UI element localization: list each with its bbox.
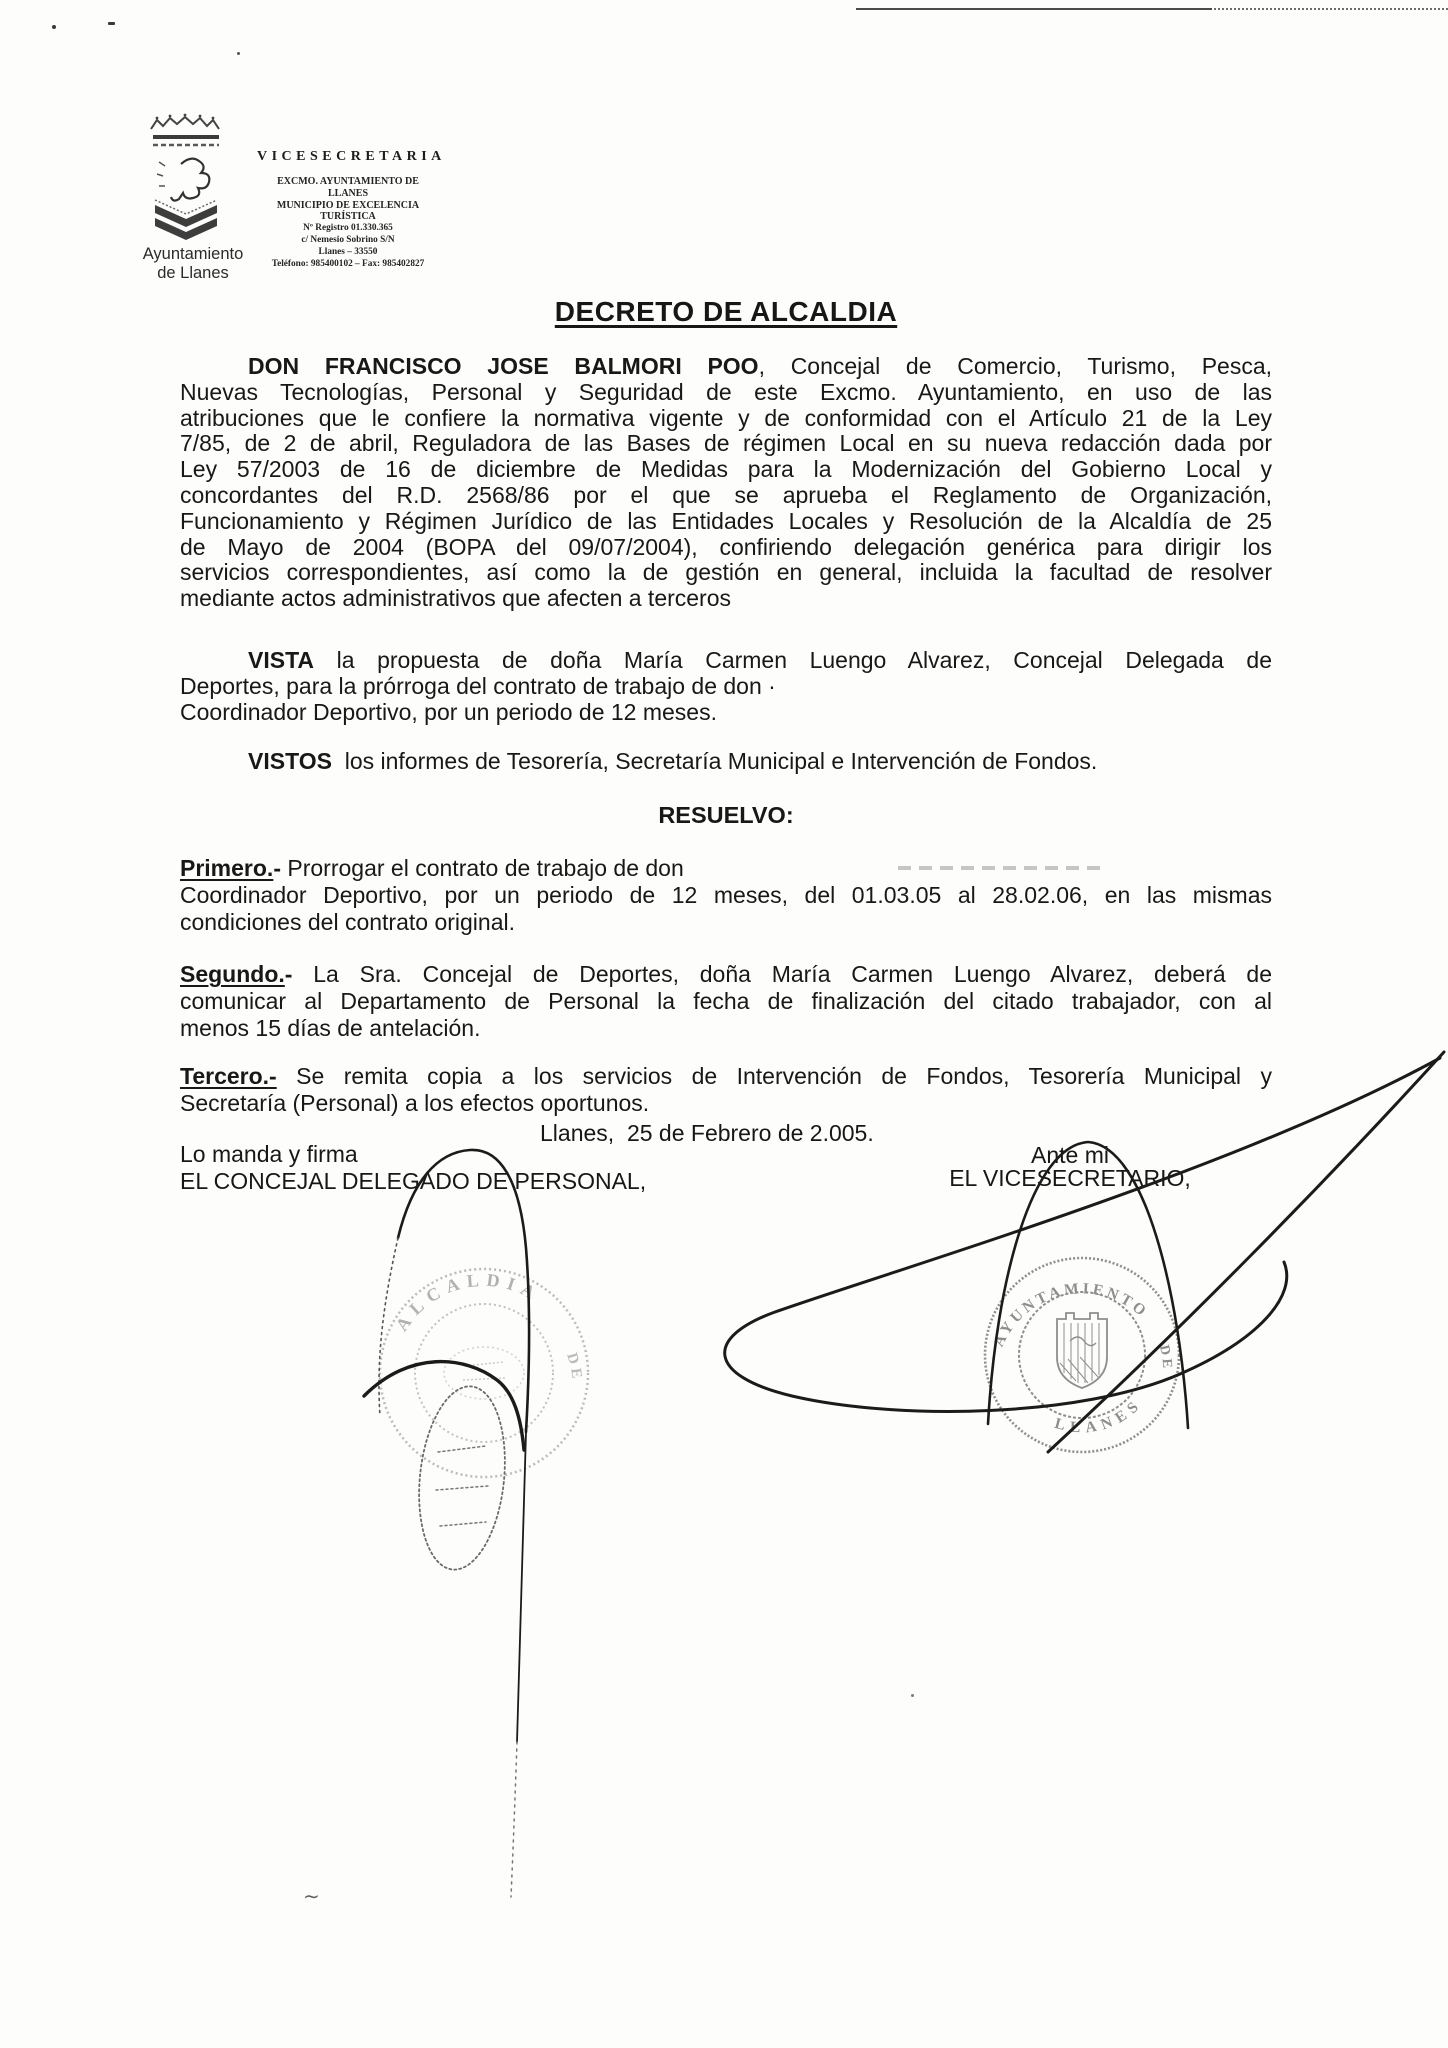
tercero-lead: Tercero.- (180, 1063, 277, 1089)
letterhead-line: Nº Registro 01.330.365 (303, 223, 393, 234)
department-title: VICESECRETARIA (257, 149, 446, 164)
don-label: DON (248, 353, 325, 379)
vista-line: VISTA la propuesta de doña María Carmen Luengo Alvarez, Concejal Delegada de (248, 647, 1272, 673)
signoff-left-line1: Lo manda y firma (180, 1141, 358, 1167)
logo-caption (133, 245, 253, 283)
chevrons-icon (155, 200, 217, 240)
preamble-paragraph (180, 354, 1272, 612)
primero-line: Primero.- Prorrogar el contrato de trabajo de don (180, 855, 684, 881)
segundo-line: comunicar al Departamento de Personal la fecha de finalización del citado trabajador, con al (180, 988, 1272, 1014)
signoff-right-line1: Ante mi (1031, 1142, 1109, 1168)
primero-line: condiciones del contrato original. (180, 909, 515, 935)
svg-text:ALCALDIA (392, 1270, 545, 1335)
signoff-right-block (915, 1144, 1225, 1189)
segundo-line: menos 15 días de antelación. (180, 1015, 481, 1041)
logo-caption-line1: Ayuntamiento (142, 245, 244, 263)
vista-lead: VISTA (248, 647, 315, 673)
tercero-paragraph (180, 1063, 1272, 1117)
vista-paragraph (180, 648, 1272, 725)
resuelvo-heading: RESUELVO: (658, 802, 794, 828)
stamp-text: DE (1156, 1343, 1175, 1372)
scan-edge-line (856, 8, 1212, 10)
preamble-line: servicios correspondientes, así como la de gestión en general, incluida la facultad de resolver (180, 559, 1272, 586)
segundo-lead: Segundo. (180, 961, 285, 987)
scan-speck (52, 25, 56, 29)
signoff-right-line2: EL VICESECRETARIO, (949, 1164, 1191, 1191)
scan-speck (911, 1694, 914, 1697)
document-title: DECRETO DE ALCALDIA (554, 296, 898, 327)
vista-line: Deportes, para la prórroga del contrato de trabajo de don · (180, 672, 776, 699)
svg-text:DE (563, 1351, 585, 1383)
vistos-paragraph (180, 749, 1272, 775)
letterhead-address-block (250, 176, 446, 270)
scan-tilde-mark: ∼ (303, 1886, 320, 1908)
vistos-lead: VISTOS (248, 748, 332, 774)
tercero-line: Tercero.- Se remita copia a los servicios de Intervención de Fondos, Tesorería Municipal y (180, 1063, 1272, 1089)
ayuntamiento-round-stamp (972, 1245, 1192, 1465)
preamble-line: 7/85, de 2 de abril, Reguladora de las Bases de régimen Local en su nueva redacción dada por (180, 430, 1272, 457)
stamp-text: ALCALDIA (391, 1269, 545, 1335)
primero-paragraph (180, 855, 1272, 936)
letterhead-line: EXCMO. AYUNTAMIENTO DE (277, 176, 419, 187)
signoff-left-line2: EL CONCEJAL DELEGADO DE PERSONAL, (180, 1167, 647, 1194)
lion-icon (157, 159, 209, 201)
shield-bars-icon (153, 135, 219, 145)
stamp-text: DE (563, 1351, 585, 1384)
letterhead-line: TURÍSTICA (320, 211, 376, 223)
preamble-line: atribuciones que le confiere la normativa vigente y de conformidad con el Artículo 21 de la Ley (180, 404, 1272, 431)
stamp-shield-icon (1057, 1313, 1107, 1388)
primero-lead: Primero. (180, 855, 274, 881)
letterhead-line: Llanes – 33550 (318, 246, 378, 257)
preamble-line: mediante actos administrativos que afecten a terceros (180, 585, 732, 612)
alcaldia-round-stamp (369, 1258, 599, 1488)
scan-edge-line-dotted (1210, 8, 1448, 10)
coat-of-arms-logo (145, 112, 240, 247)
signoff-left-block (180, 1141, 646, 1194)
letterhead-line: LLANES (327, 187, 368, 199)
dateline: Llanes, 25 de Febrero de 2.005. (540, 1120, 874, 1146)
left-signature-tail-fade (511, 1742, 517, 1897)
primero-line: Coordinador Deportivo, por un periodo de 12 meses, del 01.03.05 al 28.02.06, en las mismas (180, 882, 1272, 908)
preamble-line: de Mayo de 2004 (BOPA del 09/07/2004), confiriendo delegación genérica para dirigir los (180, 533, 1272, 560)
stamp-text: LLANES (1052, 1394, 1147, 1437)
signer-name: FRANCISCO JOSE BALMORI POO (324, 353, 759, 379)
svg-text:DE (1156, 1344, 1174, 1372)
preamble-line: DON FRANCISCO JOSE BALMORI POO, Concejal de Comercio, Turismo, Pesca, (248, 353, 1273, 379)
vista-line: Coordinador Deportivo, por un periodo de 12 meses. (180, 698, 717, 725)
preamble-line: Ley 57/2003 de 16 de diciembre de Medidas para la Modernización del Gobierno Local y (180, 456, 1272, 483)
scan-speck (108, 22, 115, 25)
vistos-line: VISTOS los informes de Tesorería, Secretaría Municipal e Intervención de Fondos. (248, 748, 1098, 774)
letterhead-line: MUNICIPIO DE EXCELENCIA (276, 199, 420, 211)
segundo-line: Segundo.- La Sra. Concejal de Deportes, doña María Carmen Luengo Alvarez, deberá de (180, 961, 1272, 987)
crown-icon (151, 114, 219, 129)
preamble-line: Funcionamiento y Régimen Jurídico de las Entidades Locales y Resolución de la Alcaldía de 25 (180, 507, 1272, 534)
letterhead-line: c/ Nemesio Sobrino S/N (301, 234, 395, 245)
preamble-line: Nuevas Tecnologías, Personal y Seguridad de este Excmo. Ayuntamiento, en uso de las (180, 378, 1272, 405)
logo-caption-line2: de Llanes (157, 264, 229, 282)
letterhead-line: Teléfono: 985400102 – Fax: 985402827 (271, 258, 425, 269)
stamp-text: AYUNTAMIENTO (990, 1280, 1152, 1350)
segundo-paragraph (180, 961, 1272, 1042)
preamble-line: concordantes del R.D. 2568/86 por el que se aprueba el Reglamento de Organización, (180, 481, 1272, 508)
tercero-line: Secretaría (Personal) a los efectos oportunos. (180, 1090, 650, 1116)
scan-speck (237, 52, 240, 55)
